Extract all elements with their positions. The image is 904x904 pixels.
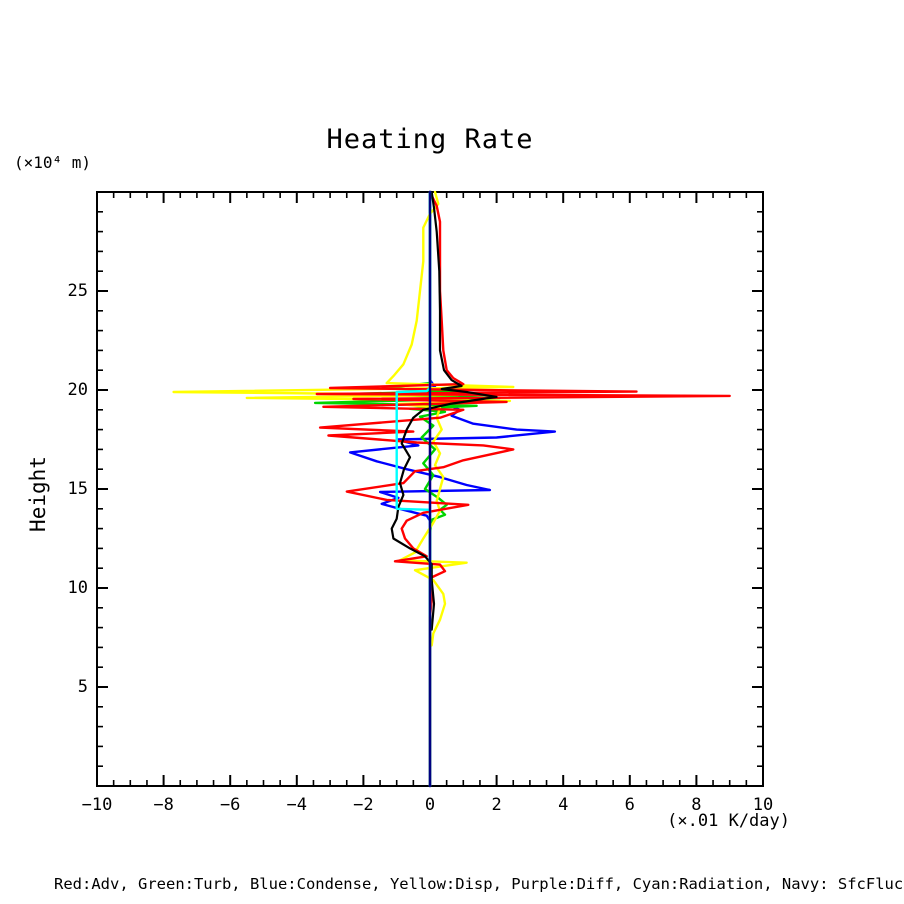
- y-tick-label: 25: [67, 281, 88, 301]
- x-tick-label: −8: [153, 795, 174, 815]
- series-line-red: [317, 192, 730, 786]
- x-tick-label: −10: [81, 795, 113, 815]
- x-tick-label: −2: [353, 795, 374, 815]
- x-tick-label: 10: [752, 795, 774, 815]
- x-tick-label: 0: [424, 795, 436, 815]
- series-line-blue: [350, 192, 555, 786]
- y-axis-label: Height: [26, 456, 50, 532]
- x-tick-label: −6: [219, 795, 241, 815]
- x-tick-label: 4: [558, 795, 569, 815]
- x-axis-unit: (×.01 K/day): [667, 811, 790, 831]
- x-tick-label: −4: [286, 795, 308, 815]
- y-tick-label: 10: [67, 578, 88, 598]
- x-tick-label: 2: [491, 795, 502, 815]
- y-axis-unit: (×10⁴ m): [14, 153, 92, 172]
- series-line-green: [315, 192, 500, 786]
- x-tick-label: 8: [691, 795, 702, 815]
- y-tick-label: 15: [67, 479, 88, 499]
- y-tick-label: 5: [77, 677, 88, 697]
- chart-title: Heating Rate: [326, 124, 534, 155]
- x-tick-label: 6: [624, 795, 635, 815]
- y-tick-label: 20: [67, 380, 88, 400]
- legend-caption: Red:Adv, Green:Turb, Blue:Condense, Yellow:Disp, Purple:Diff, Cyan:Radiation, Navy: SfcFluc: [54, 875, 904, 893]
